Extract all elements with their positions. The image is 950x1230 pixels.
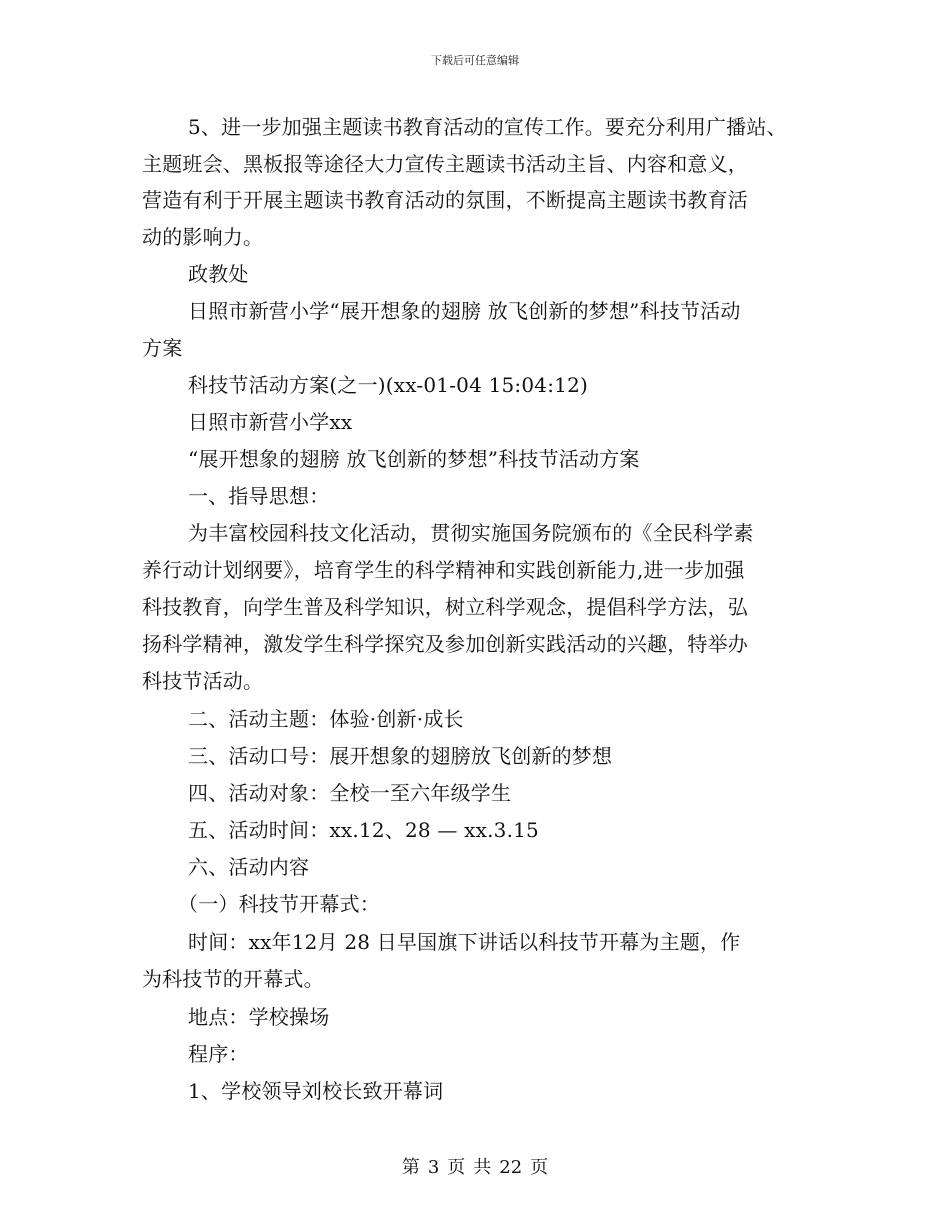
- section-heading: 二、活动主题：体验·创新·成长: [188, 707, 464, 731]
- text-line: 程序：: [188, 1042, 249, 1066]
- text-line: 动的影响力。: [142, 225, 264, 249]
- section-heading: 五、活动时间：xx.12、28 — xx.3.15: [188, 818, 539, 842]
- text-line: 养行动计划纲要》，培育学生的科学精神和实践创新能力,进一步加强: [142, 558, 745, 582]
- text-line: 地点：学校操场: [188, 1005, 330, 1029]
- page-number: 3: [427, 1157, 440, 1178]
- text-line: 政教处: [188, 262, 249, 286]
- section-heading: 四、活动对象：全校一至六年级学生: [188, 781, 512, 805]
- text-line: 为科技节的开幕式。: [142, 967, 324, 991]
- page-unit: 页: [447, 1157, 466, 1178]
- text-line: 1、学校领导刘校长致开幕词: [188, 1079, 444, 1103]
- text-line: 科技节活动。: [142, 669, 264, 693]
- section-heading: 三、活动口号：展开想象的翅膀放飞创新的梦想: [188, 744, 613, 768]
- section-heading: 一、指导思想：: [188, 484, 330, 508]
- text-line: 时间：xx年12月 28 日早国旗下讲话以科技节开幕为主题，作: [188, 930, 741, 954]
- total-pages: 22: [499, 1157, 523, 1178]
- text-line: 5、进一步加强主题读书教育活动的宣传工作。要充分利用广播站、: [188, 115, 787, 139]
- text-line: 科技节活动方案(之一)(xx-01-04 15:04:12): [188, 373, 589, 397]
- total-unit: 页: [530, 1157, 549, 1178]
- text-line: 方案: [142, 336, 183, 360]
- page-label: 第: [401, 1157, 420, 1178]
- total-label: 共: [473, 1157, 492, 1178]
- text-line: “展开想象的翅膀 放飞创新的梦想”科技节活动方案: [188, 447, 640, 471]
- text-line: 日照市新营小学“展开想象的翅膀 放飞创新的梦想”科技节活动: [188, 299, 741, 323]
- page-footer: [0, 1153, 950, 1179]
- subsection-heading: （一）科技节开幕式：: [178, 892, 380, 916]
- text-line: 主题班会、黑板报等途径大力宣传主题读书活动主旨、内容和意义，: [142, 152, 748, 176]
- text-line: 扬科学精神，激发学生科学探究及参加创新实践活动的兴趣，特举办: [142, 632, 748, 656]
- text-line: 日照市新营小学xx: [188, 410, 353, 434]
- page-header: 下载后可任意编辑: [431, 54, 519, 67]
- text-line: 为丰富校园科技文化活动，贯彻实施国务院颁布的《全民科学素: [188, 521, 754, 545]
- text-line: 营造有利于开展主题读书教育活动的氛围，不断提高主题读书教育活: [142, 188, 748, 212]
- text-line: 科技教育，向学生普及科学知识，树立科学观念，提倡科学方法，弘: [142, 595, 748, 619]
- section-heading: 六、活动内容: [188, 855, 310, 879]
